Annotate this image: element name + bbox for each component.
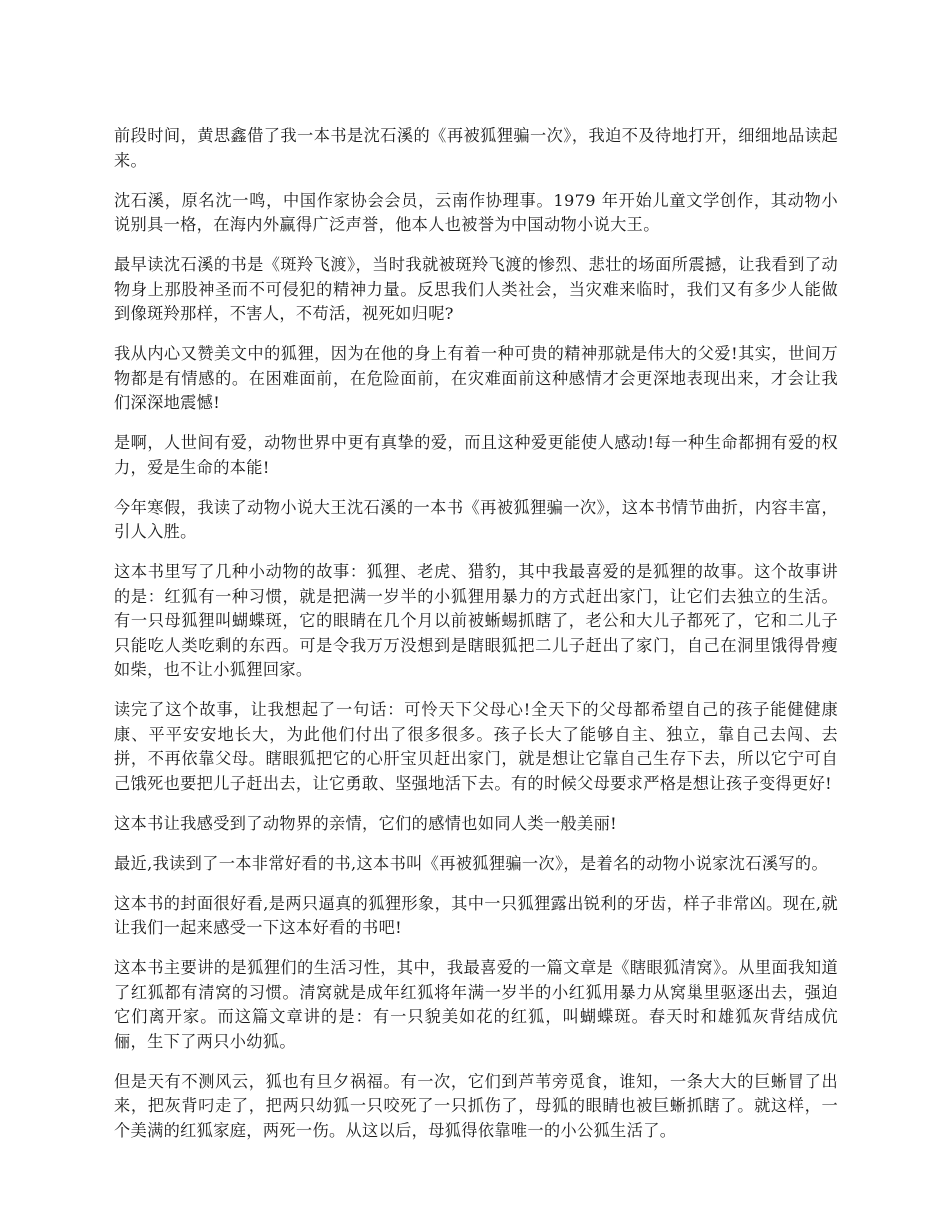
paragraph-7: 这本书里写了几种小动物的故事：狐狸、老虎、猎豹，其中我最喜爱的是狐狸的故事。这个故事讲的是：红狐有一种习惯，就是把满一岁半的小狐狸用暴力的方式赶出家门，让它们去独立的生活。有一只母狐狸叫蝴蝶斑，它的眼睛在几个月以前被蜥蜴抓瞎了，老公和大儿子都死了，它和二儿子只能吃人类吃剩的东西。可是令我万万没想到是瞎眼狐把二儿子赶出了家门，自己在洞里饿得骨瘦如柴，也不让小狐狸回家。: [114, 562, 838, 679]
paragraph-4: 我从内心又赞美文中的狐狸，因为在他的身上有着一种可贵的精神那就是伟大的父爱!其实，世间万物都是有情感的。在困难面前，在危险面前，在灾难面前这种感情才会更深地表现出来，才会让我们深深地震憾!: [114, 344, 838, 412]
document-body: [114, 124, 838, 1159]
paragraph-1: 前段时间，黄思鑫借了我一本书是沈石溪的《再被狐狸骗一次》，我迫不及待地打开，细细地品读起来。: [114, 126, 838, 170]
paragraph-9: 这本书让我感受到了动物界的亲情，它们的感情也如同人类一般美丽!: [114, 813, 617, 833]
paragraph-13: 但是天有不测风云，狐也有旦夕祸福。有一次，它们到芦苇旁觅食，谁知，一条大大的巨蜥冒了出来，把灰背叼走了，把两只幼狐一只咬死了一只抓伤了，母狐的眼睛也被巨蜥抓瞎了。就这样，一个美满的红狐家庭，两死一伤。从这以后，母狐得依靠唯一的小公狐生活了。: [114, 1071, 838, 1140]
paragraph-8: 读完了这个故事，让我想起了一句话：可怜天下父母心!全天下的父母都希望自己的孩子能健健康康、平平安安地长大，为此他们付出了很多很多。孩子长大了能够自主、独立，靠自己去闯、去拼，不再依靠父母。瞎眼狐把它的心肝宝贝赶出家门，就是想让它靠自己生存下去，所以它宁可自己饿死也要把儿子赶出去，让它勇敢、坚强地活下去。有的时候父母要求严格是想让孩子变得更好!: [114, 700, 838, 793]
paragraph-12: 这本书主要讲的是狐狸们的生活习性，其中，我最喜爱的一篇文章是《瞎眼狐清窝》。从里面我知道了红狐都有清窝的习惯。清窝就是成年红狐将年满一岁半的小红狐用暴力从窝巢里驱逐出去，强迫它们离开家。而这篇文章讲的是：有一只貌美如花的红狐，叫蝴蝶斑。春天时和雄狐灰背结成伉俪，生下了两只小幼狐。: [114, 958, 838, 1051]
paragraph-5: 是啊，人世间有爱，动物世界中更有真挚的爱，而且这种爱更能使人感动!每一种生命都拥有爱的权力，爱是生命的本能!: [114, 433, 838, 477]
paragraph-3: 最早读沈石溪的书是《斑羚飞渡》，当时我就被斑羚飞渡的惨烈、悲壮的场面所震撼，让我看到了动物身上那股神圣而不可侵犯的精神力量。反思我们人类社会，当灾难来临时，我们又有多少人能做到像斑羚那样，不害人，不苟活，视死如归呢?: [114, 255, 838, 323]
paragraph-2: 沈石溪，原名沈一鸣，中国作家协会会员，云南作协理事。1979 年开始儿童文学创作，其动物小说别具一格，在海内外赢得广泛声誉，他本人也被誉为中国动物小说大王。: [114, 190, 838, 234]
paragraph-11: 这本书的封面很好看,是两只逼真的狐狸形象，其中一只狐狸露出锐利的牙齿，样子非常凶。现在,就让我们一起来感受一下这本好看的书吧!: [114, 893, 838, 937]
paragraph-6: 今年寒假，我读了动物小说大王沈石溪的一本书《再被狐狸骗一次》，这本书情节曲折，内容丰富，引人入胜。: [114, 497, 838, 541]
paragraph-10: 最近,我读到了一本非常好看的书,这本书叫《再被狐狸骗一次》，是着名的动物小说家沈石溪写的。: [114, 853, 828, 873]
